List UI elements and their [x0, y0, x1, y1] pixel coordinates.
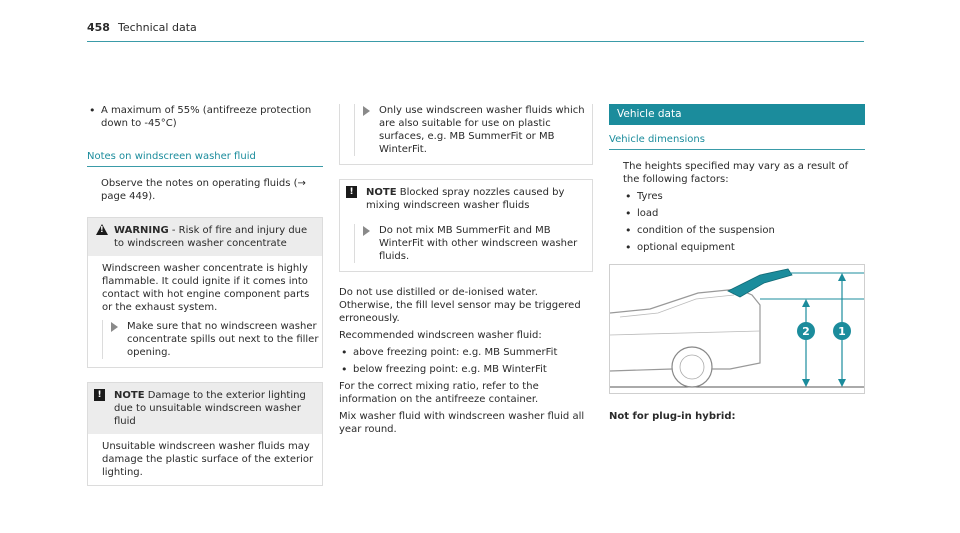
vehicle-height-figure — [609, 264, 865, 394]
note-label: NOTE — [114, 390, 145, 401]
callout-2: 2 — [802, 325, 810, 338]
exclamation-icon: ! — [346, 186, 357, 198]
step-box-top — [339, 104, 593, 165]
antifreeze-list — [87, 104, 323, 130]
callout-1: 1 — [838, 325, 846, 338]
warning-heading-text: - Risk of fire and injury due to windscreen washer concentrate — [114, 225, 308, 249]
warning-heading — [88, 218, 322, 256]
column-3 — [609, 104, 865, 423]
warning-body: Windscreen washer concentrate is highly flammable. It could ignite if it comes into contact with hot engine component parts or the exhaust system. — [102, 263, 310, 313]
note-heading-text: Blocked spray nozzles caused by mixing windscreen washer fluids — [366, 187, 565, 211]
vehicle-data-bar: Vehicle data — [609, 104, 865, 125]
list-item: • optional equipment — [623, 241, 865, 254]
warning-box — [87, 217, 323, 368]
warning-step: Make sure that no windscreen washer concentrate spills out next to the filler opening. — [102, 320, 322, 359]
list-item: • Tyres — [623, 190, 865, 203]
warning-label: WARNING — [114, 225, 169, 236]
page-header-title: Technical data — [117, 21, 197, 34]
note-label: NOTE — [366, 187, 397, 198]
note-heading — [340, 180, 592, 218]
mixing-ratio-paragraph: For the correct mixing ratio, refer to the information on the antifreeze container. — [339, 381, 539, 405]
year-round-paragraph: Mix washer fluid with windscreen washer fluid all year round. — [339, 411, 585, 435]
recommended-label: Recommended windscreen washer fluid: — [339, 330, 542, 341]
list-item: • condition of the suspension — [623, 224, 865, 237]
step-do-not-mix: Do not mix MB SummerFit and MB WinterFit with other windscreen washer fluids. — [354, 224, 592, 263]
list-item: • load — [623, 207, 865, 220]
factors-list — [623, 190, 865, 254]
figure-caption: Not for plug-in hybrid: — [609, 411, 736, 422]
section-title-vehicle-dimensions: Vehicle dimensions — [609, 133, 865, 150]
note-heading — [88, 383, 322, 434]
section-title-washer-notes: Notes on windscreen washer fluid — [87, 150, 323, 167]
list-item: • below freezing point: e.g. MB WinterFit — [339, 363, 593, 376]
note-heading-text: Damage to the exterior lighting due to unsuitable windscreen washer fluid — [114, 390, 306, 427]
page-number: 458 — [87, 21, 110, 34]
note-box-nozzles — [339, 179, 593, 272]
column-2 — [339, 104, 593, 436]
note-box-lighting — [87, 382, 323, 486]
page-header — [87, 21, 864, 42]
list-item: • above freezing point: e.g. MB SummerFit — [339, 346, 593, 359]
exclamation-icon: ! — [94, 389, 105, 401]
warning-triangle-icon — [96, 224, 108, 235]
vehicle-illustration — [610, 265, 864, 393]
intro-paragraph: The heights specified may vary as a result of the following factors: — [623, 161, 849, 185]
recommended-list — [339, 346, 593, 376]
step-only-use: Only use windscreen washer fluids which are also suitable for use on plastic surfaces, e.g. MB SummerFit or MB WinterFit. — [354, 104, 592, 156]
list-item: • A maximum of 55% (antifreeze protection down to -45°C) — [87, 104, 323, 130]
note-body: Unsuitable windscreen washer fluids may damage the plastic surface of the exterior lighting. — [102, 441, 314, 478]
column-1 — [87, 104, 323, 486]
observe-paragraph: Observe the notes on operating fluids (→ page 449). — [101, 178, 306, 202]
distilled-paragraph: Do not use distilled or de-ionised water. Otherwise, the fill level sensor may be triggered erroneously. — [339, 287, 581, 324]
